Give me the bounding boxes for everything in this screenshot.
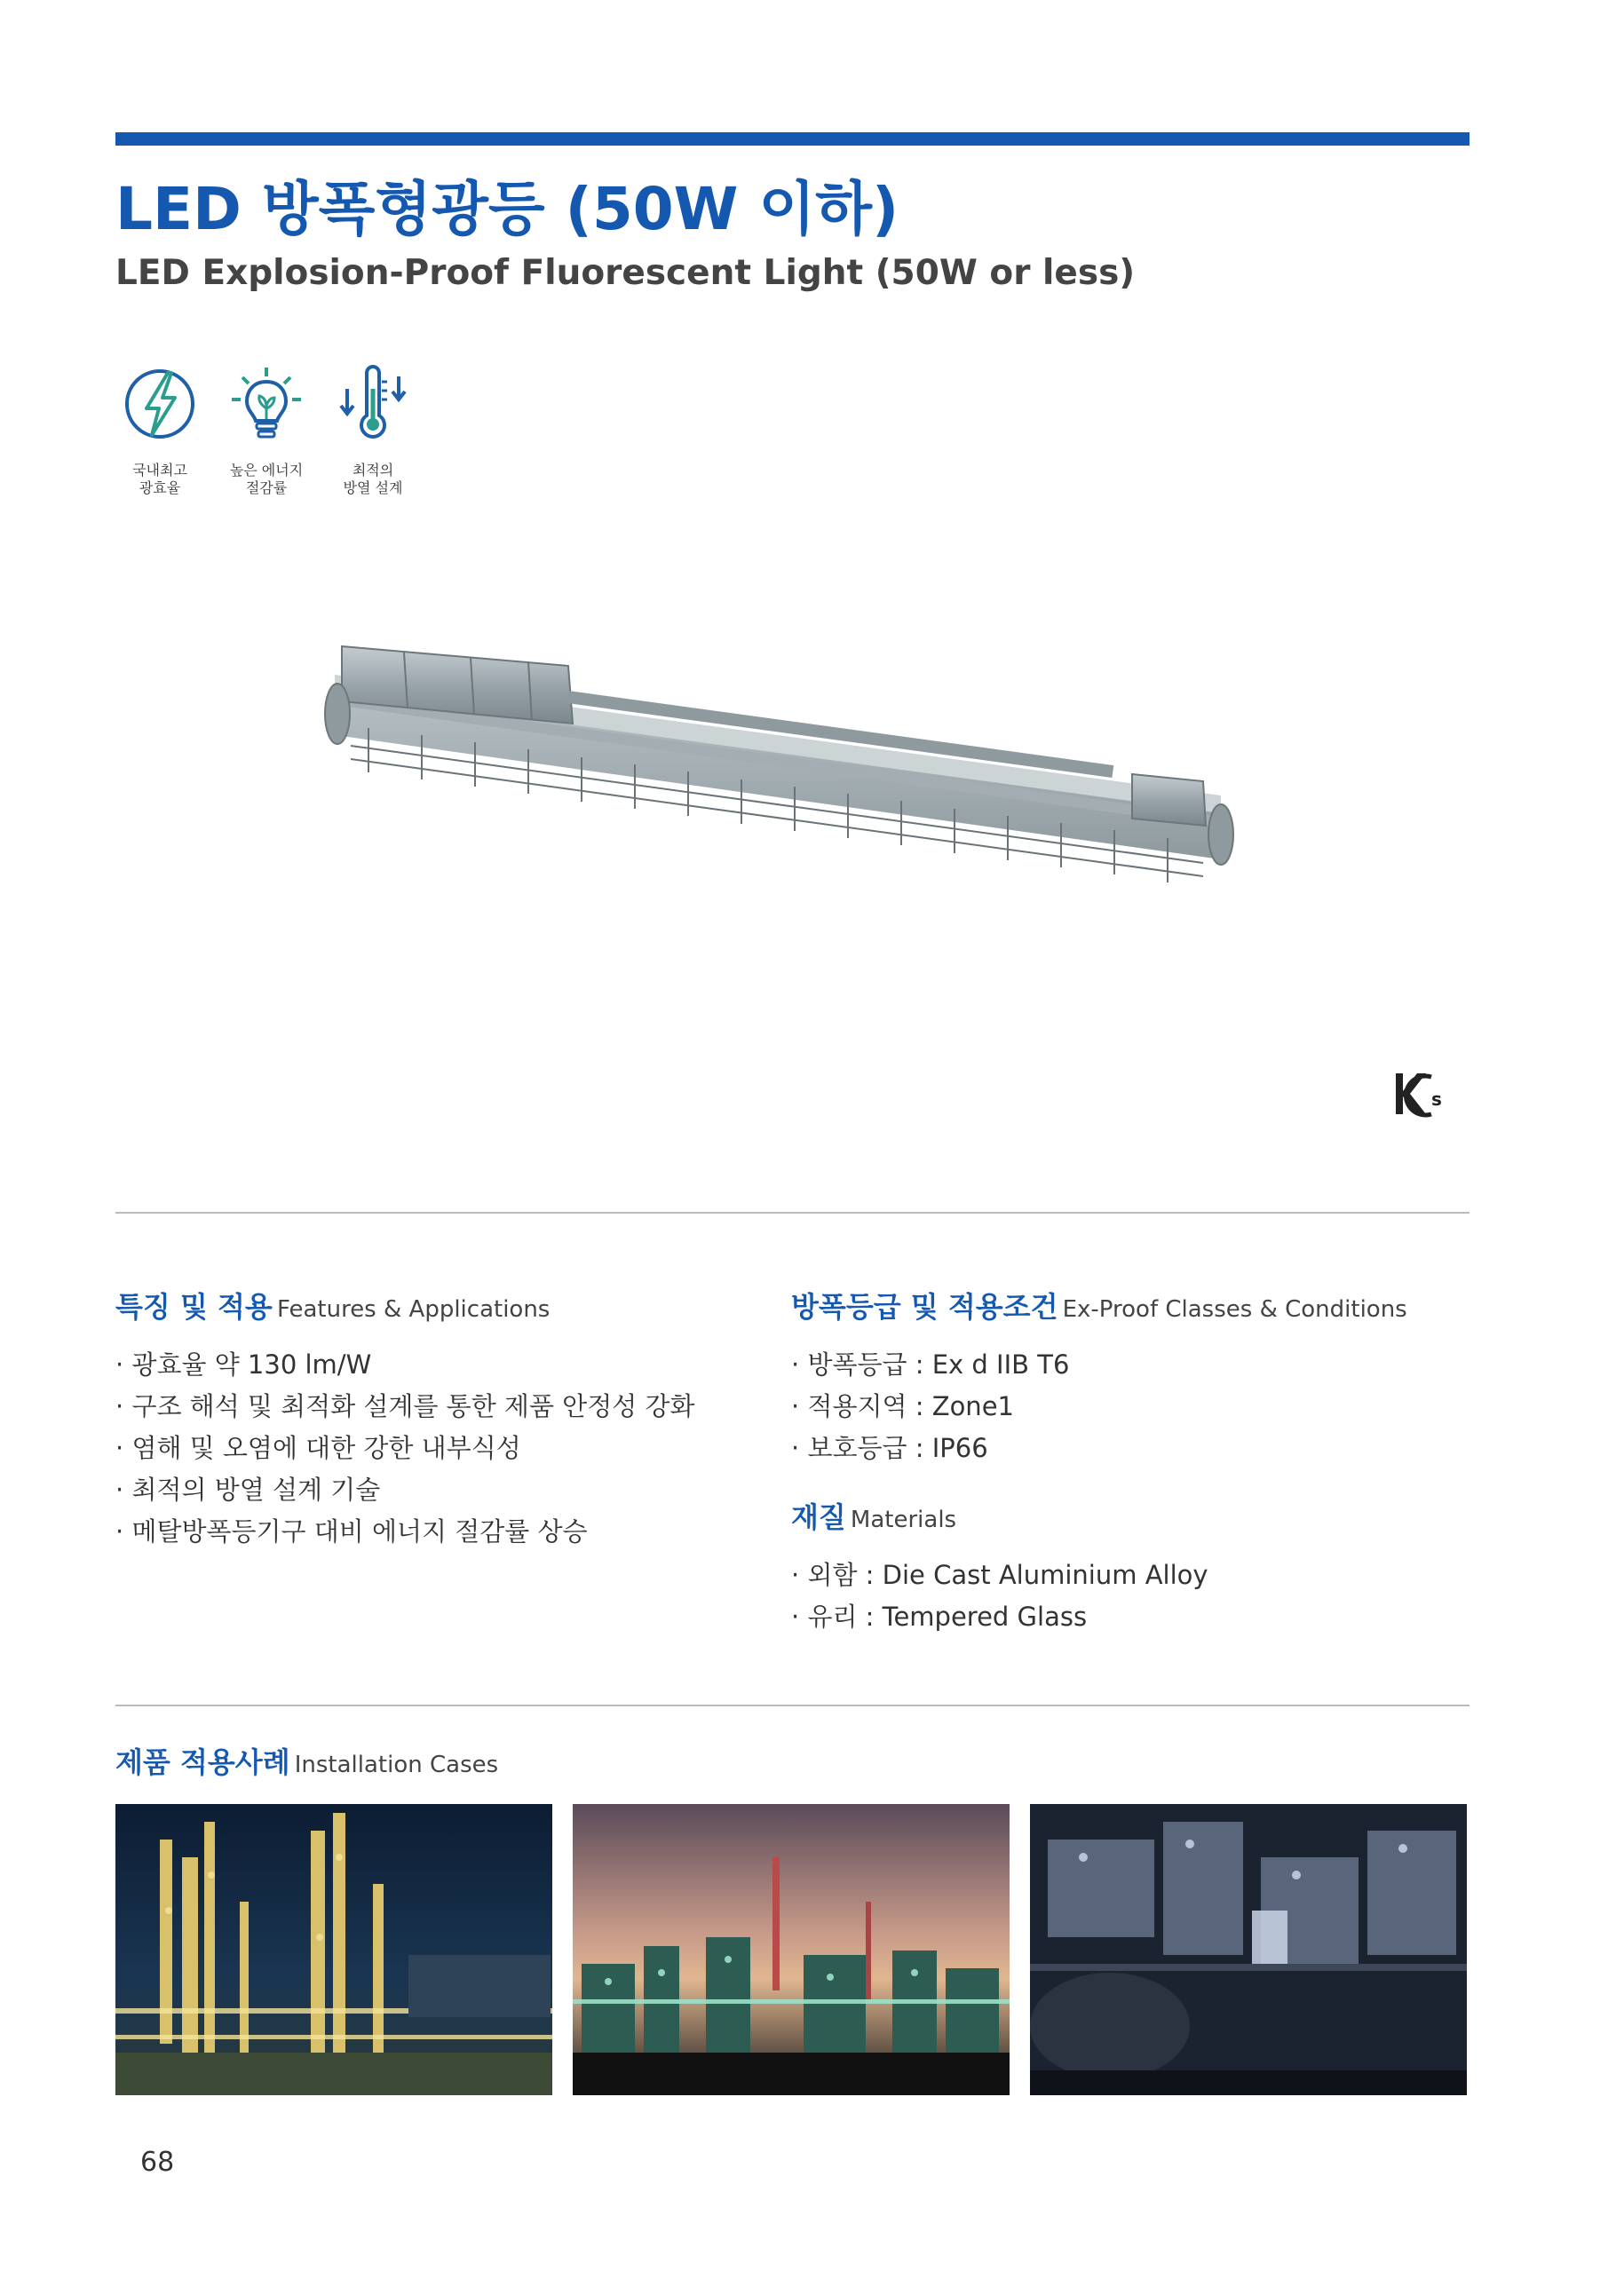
features-title-en: Features & Applications — [276, 1296, 551, 1323]
page-title: LED 방폭형광등 (50W 이하) — [115, 175, 899, 243]
features-heading — [115, 1285, 550, 1325]
exproof-list — [791, 1344, 1069, 1469]
exproof-heading — [791, 1285, 1407, 1325]
kcs-certification-logo — [1385, 1070, 1447, 1132]
energy-saving-label: 높은 에너지 절감률 — [229, 462, 304, 496]
list-item: · 구조 해석 및 최적화 설계를 통한 제품 안정성 강화 — [115, 1386, 694, 1428]
list-item: · 광효율 약 130 lm/W — [115, 1344, 694, 1386]
installation-title-en: Installation Cases — [294, 1752, 499, 1778]
materials-title-kr: 재질 — [791, 1500, 846, 1534]
section-divider-top — [115, 1212, 1470, 1214]
heat-dissipation-feature — [329, 364, 417, 497]
exproof-title-en: Ex-Proof Classes & Conditions — [1062, 1296, 1407, 1323]
page-number: 68 — [140, 2147, 175, 2178]
thermometer-icon — [333, 364, 413, 444]
list-item: · 유리 : Tempered Glass — [791, 1596, 1208, 1638]
list-item: · 적용지역 : Zone1 — [791, 1386, 1069, 1428]
installation-title-kr: 제품 적용사례 — [115, 1745, 290, 1779]
materials-title-en: Materials — [850, 1507, 957, 1533]
product-image — [315, 639, 1319, 923]
lightning-bolt-icon — [120, 364, 200, 444]
installation-heading — [115, 1740, 498, 1781]
installation-photo-3 — [1030, 1804, 1467, 2095]
installation-photo-1 — [115, 1804, 552, 2095]
feature-icons — [115, 364, 417, 497]
installation-photo-2 — [573, 1804, 1010, 2095]
exproof-title-kr: 방폭등급 및 적용조건 — [791, 1290, 1058, 1324]
energy-saving-feature — [222, 364, 311, 497]
page-subtitle: LED Explosion-Proof Fluorescent Light (50W or less) — [115, 253, 1136, 293]
light-bulb-leaf-icon — [226, 364, 306, 444]
top-accent-bar — [115, 132, 1470, 146]
list-item: · 염해 및 오염에 대한 강한 내부식성 — [115, 1428, 694, 1469]
materials-list — [791, 1555, 1208, 1638]
list-item: · 메탈방폭등기구 대비 에너지 절감률 상승 — [115, 1511, 694, 1553]
list-item: · 최적의 방열 설계 기술 — [115, 1469, 694, 1511]
list-item: · 외함 : Die Cast Aluminium Alloy — [791, 1555, 1208, 1596]
features-title-kr: 특징 및 적용 — [115, 1290, 273, 1324]
section-divider-bottom — [115, 1705, 1470, 1706]
efficiency-feature — [115, 364, 204, 497]
list-item: · 방폭등급 : Ex d IIB T6 — [791, 1344, 1069, 1386]
heat-dissipation-label: 최적의 방열 설계 — [343, 462, 403, 496]
materials-heading — [791, 1495, 956, 1536]
efficiency-label: 국내최고 광효율 — [132, 462, 187, 496]
list-item: · 보호등급 : IP66 — [791, 1428, 1069, 1469]
features-list — [115, 1344, 694, 1553]
svg-text:s: s — [1431, 1088, 1442, 1110]
